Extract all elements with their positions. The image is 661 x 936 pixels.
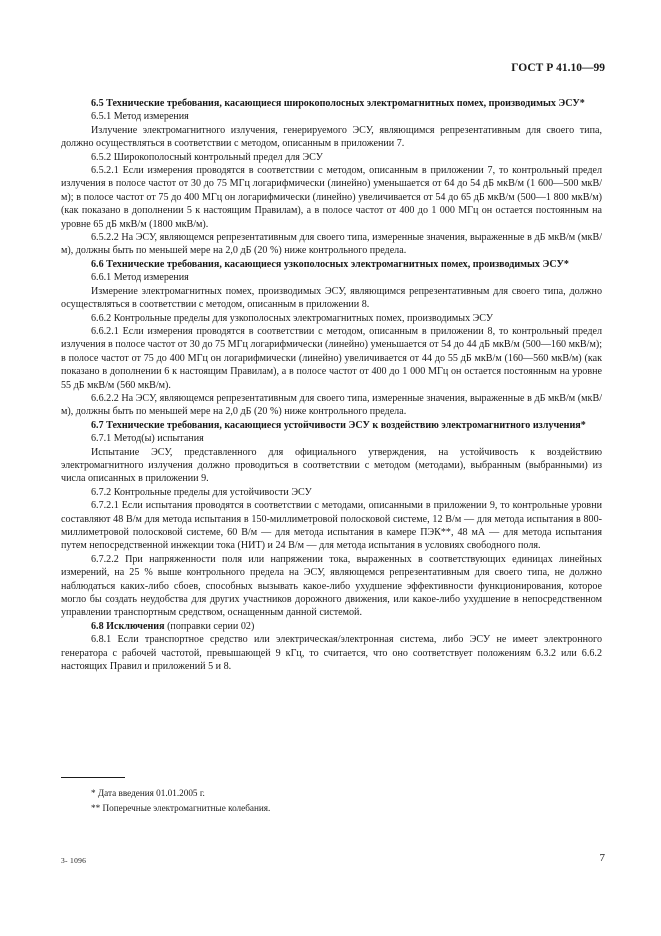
paragraph: 6.7.2.1 Если испытания проводятся в соответствии с методами, описанными в приложении 9, то контрольные уровни составляют 48 В/м для метода испытания в 150-миллиметровой полосковой системе, 12 В/м — для метода испытания в 800-миллиметровой полосковой системе, 60 В/м — для метода испытания в камере ПЭК**, 48 мА — для метода испытания путем непосредственной инжекции тока (НИТ) и 24 В/м — для метода испытания в условиях свободного поля. (61, 500, 602, 552)
section-heading-6-6: 6.6 Технические требования, касающиеся узкополосных электромагнитных помех, производимых ЭСУ* (91, 258, 569, 270)
footnote-divider (61, 777, 125, 778)
standard-code-header: ГОСТ Р 41.10—99 (511, 62, 605, 74)
paragraph: 6.5.2.1 Если измерения проводятся в соответствии с методом, описанным в приложении 7, то контрольный предел излучения в полосе частот от 30 до 75 МГц логарифмически (линейно) уменьшается от 64 до 54 дБ мкВ/м (1 600—500 мкВ/м); в полосе частот от 75 до 400 МГц он логарифмически (линейно) увеличивается от 54 до 65 дБ мкВ/м (500—1 800 мкВ/м) (как показано в дополнении 5 к настоящим Правилам), а в полосе частот от 400 до 1 000 МГц он остается постоянным на уровне 65 дБ мкВ/м (1800 мкВ/м). (61, 165, 602, 230)
page-number: 7 (599, 852, 605, 864)
section-heading-6-7: 6.7 Технические требования, касающиеся устойчивости ЭСУ к воздействию электромагнитного излучения* (91, 419, 586, 431)
paragraph: 6.5.1 Метод измерения (91, 111, 189, 123)
paragraph: 6.7.1 Метод(ы) испытания (91, 433, 204, 445)
print-code: 3- 1096 (61, 856, 87, 865)
paragraph: 6.6.2.1 Если измерения проводятся в соответствии с методом, описанным в приложении 8, то контрольный предел излучения в полосе частот от 30 до 75 МГц логарифмически (линейно) уменьшается от 54 до 44 дБ мкВ/м (500—160 мкВ/м); в полосе частот от 75 до 400 МГц он логарифмически (линейно) увеличивается от 44 до 55 дБ мкВ/м (160—560 мкВ/м) (как показано в дополнении 6 к настоящим Правилам), а в полосе частот от 400 до 1 000 МГц он остается постоянным на уровне 55 дБ мкВ/м (560 мкВ/м). (61, 325, 602, 391)
paragraph: 6.8.1 Если транспортное средство или электрическая/электронная система, либо ЭСУ не имеет электронного генератора с рабочей частотой, превышающей 9 кГц, то считается, что оно соответствует положениям 6.3.2 или 6.6.2 настоящих Правил и приложений 5 и 8. (61, 634, 602, 673)
paragraph: 6.6.1 Метод измерения (91, 272, 189, 284)
section-heading-6-5: 6.5 Технические требования, касающиеся широкополосных электромагнитных помех, производимых ЭСУ* (91, 98, 585, 109)
paragraph: Испытание ЭСУ, представленного для официального утверждения, на устойчивость к воздействию электромагнитного излучения должно проводиться в соответствии с методом (методами), выбранным (выбранными) из числа описанных в приложении 9. (61, 446, 602, 485)
document-body (61, 97, 602, 673)
section-heading-6-8 (61, 620, 602, 633)
paragraph: 6.7.2.2 При напряженности поля или напряжении тока, выраженных в соответствующих единицах линейных измерений, на 25 % выше контрольного предела на ЭСУ, являющемся репрезентативным для своего типа, не должно наблюдаться каких-либо сбоев, способных вызывать какое-либо ухудшение эффективности функционирования, которое могло бы создать неудобства для других участников дорожного движения, или какое-либо ухудшение в непосредственном управлении транспортным средством, оснащенным данной системой. (61, 553, 602, 619)
paragraph: 6.6.2.2 На ЭСУ, являющемся репрезентативным для своего типа, измеренные значения, выраженные в дБ мкВ/м (мкВ/м), должны быть по меньшей мере на 2,0 дБ (20 %) ниже контрольного предела. (61, 392, 602, 418)
footnote-2: ** Поперечные электромагнитные колебания. (91, 803, 271, 813)
section-heading-6-8-bold: 6.8 Исключения (91, 620, 165, 632)
paragraph: 6.5.2.2 На ЭСУ, являющемся репрезентативным для своего типа, измеренные значения, выраженные в дБ мкВ/м (мкВ/м), должны быть по меньшей мере на 2,0 дБ (20 %) ниже контрольного предела. (61, 232, 602, 257)
paragraph: 6.7.2 Контрольные пределы для устойчивости ЭСУ (91, 486, 312, 498)
paragraph: Измерение электромагнитных помех, производимых ЭСУ, являющимся репрезентативным для своего типа, должно осуществляться в соответствии с методом, описанным в приложении 8. (61, 285, 602, 311)
section-heading-6-8-note: (поправки серии 02) (164, 620, 255, 632)
footnote-1: * Дата введения 01.01.2005 г. (91, 788, 205, 798)
paragraph: Излучение электромагнитного излучения, генерируемого ЭСУ, являющимся репрезентативным для своего типа, должно осуществляться в соответствии с методом, описанным в приложении 7. (61, 124, 602, 150)
paragraph: 6.5.2 Широкополосный контрольный предел для ЭСУ (91, 151, 323, 163)
paragraph: 6.6.2 Контрольные пределы для узкополосных электромагнитных помех, производимых ЭСУ (91, 312, 494, 324)
